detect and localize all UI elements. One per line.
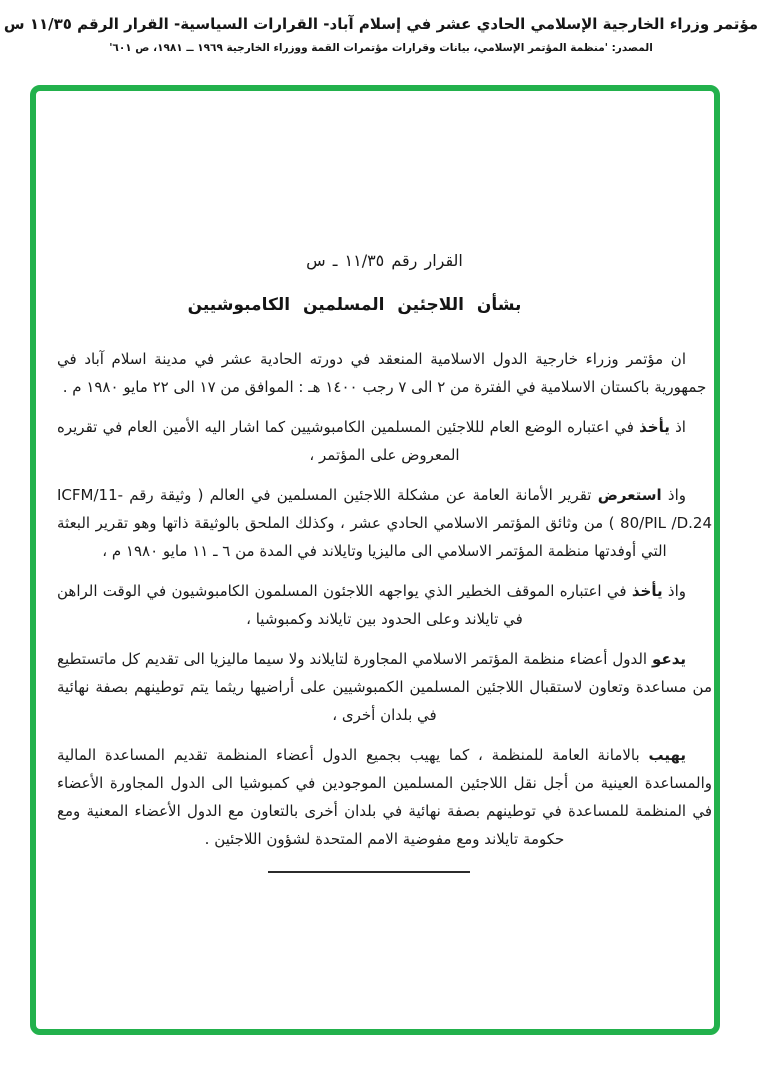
paragraph-operative-2	[57, 741, 712, 853]
paragraph-text: تقرير الأمانة العامة عن مشكلة اللاجئين المسلمين في العالم ( وثيقة رقم ICFM/11-80/PIL /D.24 ) من وثائق المؤتمر الاسلامي الحادي عشر ، وكذلك الملحق بالوثيقة ذاتها وهو تقرير البعثة التي أوفدتها منظمة المؤتمر الاسلامي الى ماليزيا وتايلاند في المدة من ٦ ـ ١١ مايو ١٩٨٠ م ،	[57, 486, 712, 560]
citation-title-line: مؤتمر وزراء الخارجية الإسلامي الحادي عشر في إسلام آباد- القرارات السياسية- القرار الرقم ١١/٣٥ س	[3, 15, 759, 33]
paragraph-lead: يأخذ	[631, 582, 663, 600]
paragraph-text: في اعتباره الوضع العام لللاجئين المسلمين الكامبوشيين كما اشار اليه الأمين العام في تقريره المعروض على المؤتمر ،	[57, 418, 634, 464]
paragraph-text: بالامانة العامة للمنظمة ، كما يهيب بجميع الدول أعضاء المنظمة تقديم المساعدة المالية والمساعدة العينية من أجل نقل اللاجئين المسلمين الموجودين في كمبوشيا الى الدول المجاورة الأعضاء في المنظمة للمساعدة في توطينهم بصفة نهائية في بلدان أخرى بالتعاون مع الدول الأعضاء المعنية ومع حكومة تايلاند ومع مفوضية الامم المتحدة لشؤون اللاجئين .	[57, 746, 712, 848]
paragraph-pre: اذ	[675, 418, 686, 436]
resolution-body	[57, 345, 712, 865]
paragraph-pre: واذ	[667, 582, 686, 600]
paragraph-preamble-3	[57, 481, 712, 565]
paragraph-lead: يأخذ	[639, 418, 670, 436]
paragraph-lead: يدعو	[652, 650, 686, 668]
resolution-number-line: القرار رقم ١١/٣٥ ـ س	[306, 251, 463, 270]
paragraph-operative-1	[57, 645, 712, 729]
paragraph-preamble-4	[57, 577, 712, 633]
paragraph-text: ان مؤتمر وزراء خارجية الدول الاسلامية المنعقد في دورته الحادية عشر في مدينة اسلام آباد في جمهورية باكستان الاسلامية في الفترة من ٢ الى ٧ رجب ١٤٠٠ هـ : الموافق من ١٧ الى ٢٢ مايو ١٩٨٠ م .	[57, 350, 707, 396]
citation-source-line: المصدر: 'منظمة المؤتمر الإسلامي، بيانات وقرارات مؤتمرات القمة ووزراء الخارجية ١٩٦٩ ــ ١٩٨١، ص ٦٠١'	[109, 42, 653, 54]
paragraph-lead: استعرض	[597, 486, 662, 504]
paragraph-preamble-1	[57, 345, 712, 401]
paragraph-pre: واذ	[667, 486, 686, 504]
end-divider-line	[268, 871, 470, 873]
paragraph-lead: يهيب	[648, 746, 686, 764]
paragraph-preamble-2	[57, 413, 712, 469]
citation-header	[0, 15, 762, 54]
resolution-subject-line: بشأن اللاجئين المسلمين الكامبوشيين	[187, 295, 522, 315]
paragraph-text: الدول أعضاء منظمة المؤتمر الاسلامي المجاورة لتايلاند ولا سيما ماليزيا الى تقديم كل ماتستطيع من مساعدة وتعاون لاستقبال اللاجئين المسلمين الكمبوشيين على أراضيها ريثما يتم توطينهم بصفة نهائية في بلدان أخرى ،	[57, 650, 712, 724]
paragraph-text: في اعتباره الموقف الخطير الذي يواجهه اللاجئون المسلمون الكامبوشيون في الوقت الراهن في تايلاند وعلى الحدود بين تايلاند وكمبوشيا ،	[57, 582, 627, 628]
